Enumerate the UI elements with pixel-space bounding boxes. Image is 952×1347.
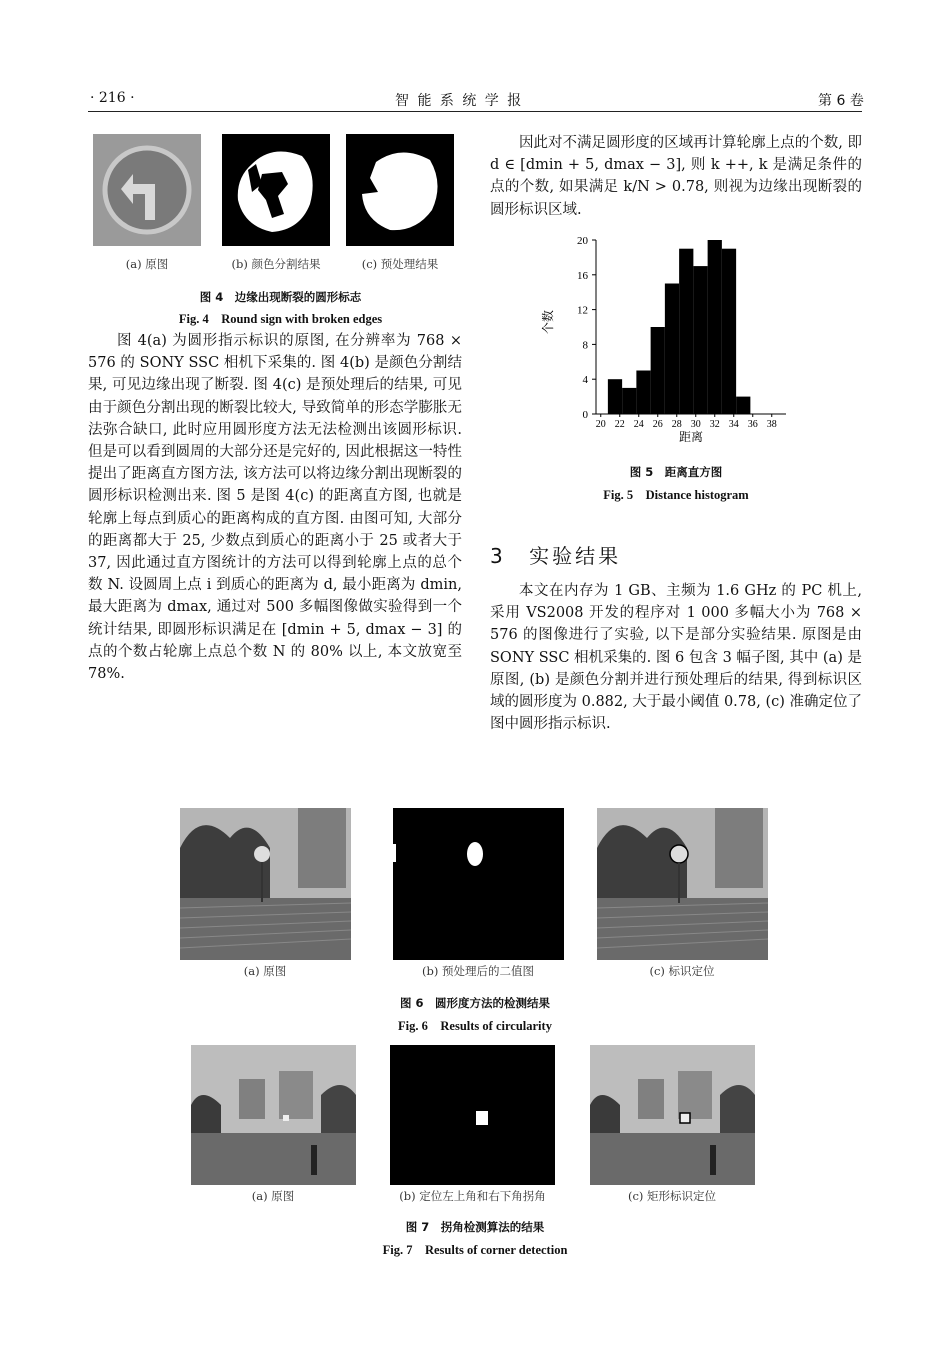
fig6-sub-c: (c) 标识定位 [649,964,715,978]
section-heading [490,540,621,569]
y-tick-label: 0 [582,409,588,421]
histogram-bar [679,249,693,414]
x-tick-label: 26 [652,419,663,430]
fig7-original-image [191,1045,356,1185]
histogram-y-label: 个数 [541,309,555,335]
fig6-original-image [180,808,351,960]
fig7-sub-c: (c) 矩形标识定位 [627,1189,717,1203]
x-tick-label: 22 [614,419,625,430]
y-tick-label: 4 [582,374,588,387]
fig4-sub-b: (b) 颜色分割结果 [231,257,321,271]
header-rule [88,111,862,112]
histogram-bar [622,388,636,414]
histogram-y-ticks [577,235,596,421]
histogram-bar [693,266,707,414]
fig6-binary-image [393,808,564,960]
histogram-bar [636,371,650,415]
segmentation-shape [222,134,330,246]
fig6-sub-a: (a) 原图 [243,964,287,978]
fig6-caption-cn: 图 6 圆形度方法的检测结果 [399,996,550,1010]
left-paragraph: 图 4(a) 为圆形指示标识的原图, 在分辨率为 768 × 576 的 SONY SSC 相机下采集的. 图 4(b) 是颜色分割结果, 可见边缘出现了断裂. 图 4(c) 是预处理后的结果, 可见由于颜色分割出现的断裂比较大, 导致简单的形态学膨胀无法弥合缺口, 此时应用圆形度方法无法检测出该圆形标识. 但是可以看到圆周的大部分还是完好的, 因此根据这一特性提出了距离直方图方法, 该方法可以将边缘分割出现断裂的圆形标识检测出来. 图 5 是图 4(c) 的距离直方图, 也就是轮廓上每点到质心的距离构成的直方图. 由图可知, 大部分的距离都大于 25, 少数点到质心的距离小于 25 或者大于 37, 因此通过直方图统计的方法可以得到轮廓上点的总个数 N. 设圆周上点 i 到质心的距离为 d, 最小距离为 dmin, 最大距离为 dmax, 通过对 500 多幅图像做实验得到一个统计结果, 即圆形标识满足在 [dmin + 5, dmax − 3] 的点的个数占轮廓上点总个数 N 的 80% 以上, 本文放宽至 78%. [88,333,462,683]
x-tick-label: 28 [671,419,682,430]
fig6-located-image [597,808,768,960]
y-tick-label: 12 [577,304,588,317]
binary-ellipse [393,808,564,960]
street-scene-photo-a [191,1045,356,1185]
histogram-x-label: 距离 [678,430,704,444]
volume-label: 第 6 卷 [818,93,864,109]
section-number: 3 [490,544,506,568]
x-tick-label: 24 [633,419,644,430]
preprocessed-shape [346,134,454,246]
distance-histogram [540,230,790,450]
histogram-bar [722,249,736,414]
street-scene-photo-c [590,1045,755,1185]
x-tick-label: 38 [766,419,777,430]
histogram-bar [608,379,622,414]
round-sign-photo [93,134,201,246]
histogram-bar [708,240,722,414]
fig4-sub-a: (a) 原图 [125,257,169,271]
campus-scene-photo-c [597,808,768,960]
histogram-x-ticks [596,414,777,430]
y-tick-label: 16 [577,269,588,282]
binary-rectangle [390,1045,555,1185]
y-tick-label: 8 [582,339,588,352]
x-tick-label: 36 [747,419,758,430]
histogram-bar [736,397,750,414]
x-tick-label: 30 [690,419,701,430]
fig6-caption-en: Fig. 6 Results of circularity [398,1019,552,1033]
fig7-sub-b: (b) 定位左上角和右下角拐角 [399,1189,546,1203]
section-title: 实验结果 [529,544,622,568]
right-paragraph: 因此对不满足圆形度的区域再计算轮廓上点的个数, 即 d ∈ [dmin + 5, dmax − 3], 则 k ++, k 是满足条件的点的个数, 如果满足 k/N > 0.78, 则视为边缘出现断裂的圆形标识区域. [490,135,862,218]
campus-scene-photo-a [180,808,351,960]
histogram-bar [665,284,679,415]
fig5-caption-cn: 图 5 距离直方图 [629,465,723,479]
fig7-sub-a: (a) 原图 [251,1189,295,1203]
section3-paragraph: 本文在内存为 1 GB、主频为 1.6 GHz 的 PC 机上, 采用 VS2008 开发的程序对 1 000 多幅大小为 768 × 576 的图像进行了实验, 以下是部分实验结果. 原图是由 SONY SSC 相机采集的. 图 6 包含 3 幅子图, 其中 (a) 是原图, (b) 是颜色分割并进行预处理后的结果, 得到标识区域的圆形度为 0.882, 大于最小阈值 0.78, (c) 准确定位了图中圆形指示标识. [490,583,862,733]
fig7-binary-image [390,1045,555,1185]
y-tick-label: 20 [577,235,588,247]
x-tick-label: 20 [595,419,606,430]
fig4-sub-c: (c) 预处理结果 [361,257,439,271]
x-tick-label: 32 [709,419,720,430]
histogram-bars [608,240,751,414]
journal-title: 智 能 系 统 学 报 [395,93,524,109]
fig4-segmentation-image [222,134,330,246]
fig7-caption-en: Fig. 7 Results of corner detection [382,1243,568,1257]
fig5-caption-en: Fig. 5 Distance histogram [603,488,749,502]
fig4-caption-en: Fig. 4 Round sign with broken edges [178,312,383,326]
fig4-original-image [93,134,201,246]
page-number: · 216 · [90,90,135,106]
fig7-caption-cn: 图 7 拐角检测算法的结果 [405,1220,545,1234]
fig4-preprocessed-image [346,134,454,246]
fig7-located-image [590,1045,755,1185]
x-tick-label: 34 [728,419,739,430]
fig4-caption-cn: 图 4 边缘出现断裂的圆形标志 [199,290,362,304]
histogram-bar [651,327,665,414]
fig6-sub-b: (b) 预处理后的二值图 [422,964,534,978]
